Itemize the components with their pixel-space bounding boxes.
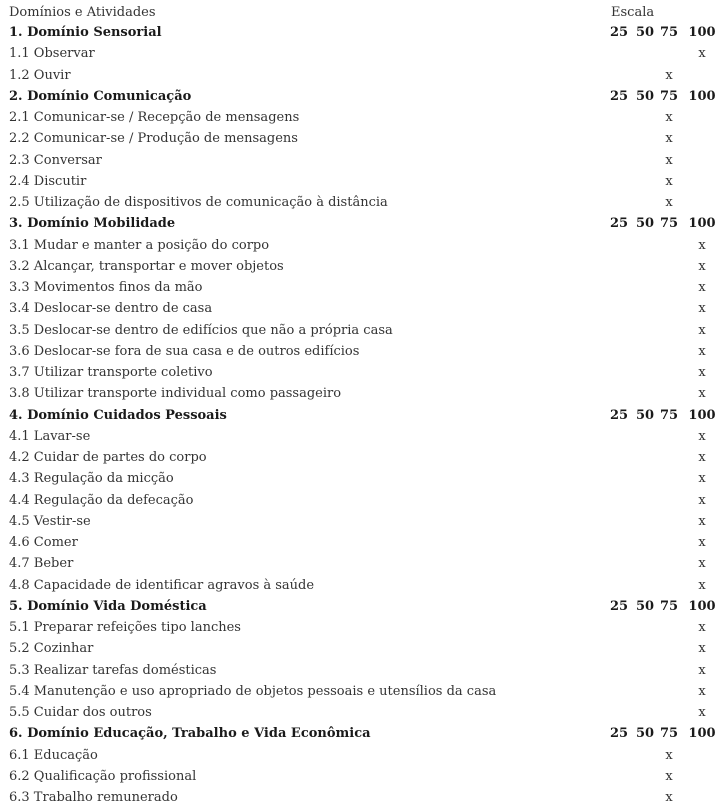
scale-column-label: 25 <box>609 25 629 40</box>
activity-label: 5.4 Manutenção e uso apropriado de objetos pessoais e utensílios da casa <box>9 683 497 699</box>
score-mark: x <box>665 110 673 125</box>
activity-label: 2.4 Discutir <box>9 173 87 189</box>
scale-column-label: 50 <box>635 88 655 104</box>
score-mark: x <box>698 301 706 317</box>
activity-row <box>9 235 721 256</box>
scale-column-label: 75 <box>659 216 679 232</box>
scale-column-label: 50 <box>635 216 655 232</box>
activity-label: 4.8 Capacidade de identificar agravos à saúde <box>9 577 315 593</box>
scale-column-label: 50 <box>635 726 655 742</box>
scale-column-label: 25 <box>609 88 629 104</box>
activity-row <box>9 702 721 723</box>
activity-row <box>9 341 721 362</box>
table-header-row <box>9 3 721 22</box>
activity-label: 6.3 Trabalho remunerado <box>9 790 178 805</box>
domain-title: 3. Domínio Mobilidade <box>9 216 176 232</box>
activity-row <box>9 745 721 766</box>
assessment-table <box>9 3 721 808</box>
score-mark: x <box>698 641 706 657</box>
activity-label: 6.2 Qualificação profissional <box>9 768 197 784</box>
scale-column-label: 100 <box>688 216 716 232</box>
score-mark: x <box>698 492 706 508</box>
domain-title: 1. Domínio Sensorial <box>9 25 162 40</box>
activity-label: 3.3 Movimentos finos da mão <box>9 280 203 295</box>
scale-column-label: 75 <box>659 88 679 104</box>
domain-header-row <box>9 723 721 744</box>
activity-row <box>9 511 721 532</box>
domain-header-row <box>9 22 721 43</box>
activity-label: 6.1 Educação <box>9 747 98 763</box>
score-mark: x <box>665 195 673 210</box>
activity-row <box>9 426 721 447</box>
activity-label: 3.8 Utilizar transporte individual como passageiro <box>9 386 342 402</box>
activity-label: 4.7 Beber <box>9 556 74 572</box>
score-mark: x <box>698 556 706 572</box>
score-mark: x <box>698 620 706 635</box>
activity-row <box>9 468 721 489</box>
activity-label: 3.5 Deslocar-se dentro de edifícios que não a própria casa <box>9 322 393 338</box>
activity-label: 4.6 Comer <box>9 535 78 550</box>
score-mark: x <box>698 450 706 465</box>
score-mark: x <box>698 258 706 274</box>
score-mark: x <box>698 343 706 359</box>
activity-label: 5.1 Preparar refeições tipo lanches <box>9 620 241 635</box>
scale-column-label: 50 <box>635 598 655 614</box>
scale-column-label: 75 <box>659 598 679 614</box>
activity-row <box>9 553 721 574</box>
activity-row <box>9 383 721 404</box>
activity-row <box>9 362 721 383</box>
activity-label: 5.5 Cuidar dos outros <box>9 705 152 720</box>
activity-row <box>9 638 721 659</box>
score-mark: x <box>698 428 706 444</box>
activity-label: 5.2 Cozinhar <box>9 641 94 657</box>
activity-row <box>9 171 721 192</box>
activity-label: 1.2 Ouvir <box>9 67 71 83</box>
domain-header-row <box>9 405 721 426</box>
activity-row <box>9 277 721 298</box>
domain-title: 2. Domínio Comunicação <box>9 88 192 104</box>
activity-row <box>9 65 721 86</box>
activity-label: 3.4 Deslocar-se dentro de casa <box>9 301 213 317</box>
activity-row <box>9 128 721 149</box>
score-mark: x <box>665 768 673 784</box>
activity-row <box>9 660 721 681</box>
activity-label: 4.4 Regulação da defecação <box>9 492 194 508</box>
scale-column-label: 100 <box>688 726 716 742</box>
score-mark: x <box>698 280 706 295</box>
activity-row <box>9 490 721 511</box>
scale-column-label: 75 <box>659 726 679 742</box>
scale-column-label: 100 <box>688 25 716 40</box>
score-mark: x <box>698 46 706 62</box>
domain-header-row <box>9 213 721 234</box>
domain-header-row <box>9 86 721 107</box>
score-mark: x <box>698 365 706 380</box>
activity-label: 4.2 Cuidar de partes do corpo <box>9 450 207 465</box>
score-mark: x <box>698 513 706 529</box>
activity-label: 4.1 Lavar-se <box>9 428 91 444</box>
score-mark: x <box>698 535 706 550</box>
domain-header-row <box>9 596 721 617</box>
header-scale: Escala <box>611 5 655 20</box>
activity-row <box>9 43 721 64</box>
score-mark: x <box>665 747 673 763</box>
activity-row <box>9 192 721 213</box>
score-mark: x <box>698 386 706 402</box>
scale-column-label: 50 <box>635 407 655 423</box>
score-mark: x <box>698 683 706 699</box>
activity-row <box>9 298 721 319</box>
score-mark: x <box>698 705 706 720</box>
activity-label: 3.2 Alcançar, transportar e mover objetos <box>9 258 284 274</box>
activity-label: 3.6 Deslocar-se fora de sua casa e de outros edifícios <box>9 343 360 359</box>
scale-column-label: 25 <box>609 216 629 232</box>
activity-label: 2.3 Conversar <box>9 152 102 168</box>
score-mark: x <box>665 67 673 83</box>
score-mark: x <box>665 152 673 168</box>
scale-column-label: 100 <box>688 88 716 104</box>
score-mark: x <box>665 131 673 147</box>
activity-label: 5.3 Realizar tarefas domésticas <box>9 662 217 678</box>
score-mark: x <box>665 790 673 805</box>
activity-label: 1.1 Observar <box>9 46 95 62</box>
score-mark: x <box>698 662 706 678</box>
scale-column-label: 75 <box>659 25 679 40</box>
score-mark: x <box>698 237 706 253</box>
activity-row <box>9 617 721 638</box>
score-mark: x <box>698 471 706 487</box>
activity-row <box>9 256 721 277</box>
score-mark: x <box>698 322 706 338</box>
activity-row <box>9 447 721 468</box>
activity-row <box>9 787 721 808</box>
activity-label: 2.2 Comunicar-se / Produção de mensagens <box>9 131 298 147</box>
activity-row <box>9 766 721 787</box>
activity-row <box>9 107 721 128</box>
header-label: Domínios e Atividades <box>9 5 156 20</box>
activity-row <box>9 532 721 553</box>
scale-column-label: 50 <box>635 25 655 40</box>
score-mark: x <box>665 173 673 189</box>
activity-row <box>9 320 721 341</box>
scale-column-label: 100 <box>688 598 716 614</box>
scale-column-label: 25 <box>609 726 629 742</box>
scale-column-label: 25 <box>609 407 629 423</box>
activity-label: 2.1 Comunicar-se / Recepção de mensagens <box>9 110 300 125</box>
table-body <box>9 22 721 808</box>
scale-column-label: 75 <box>659 407 679 423</box>
scale-column-label: 25 <box>609 598 629 614</box>
domain-title: 4. Domínio Cuidados Pessoais <box>9 407 227 423</box>
activity-label: 3.7 Utilizar transporte coletivo <box>9 365 213 380</box>
activity-label: 4.3 Regulação da micção <box>9 471 174 487</box>
activity-label: 2.5 Utilização de dispositivos de comunicação à distância <box>9 195 388 210</box>
activity-label: 3.1 Mudar e manter a posição do corpo <box>9 237 270 253</box>
domain-title: 6. Domínio Educação, Trabalho e Vida Econômica <box>9 726 371 742</box>
domain-title: 5. Domínio Vida Doméstica <box>9 598 207 614</box>
score-mark: x <box>698 577 706 593</box>
activity-row <box>9 150 721 171</box>
activity-row <box>9 575 721 596</box>
activity-label: 4.5 Vestir-se <box>9 513 91 529</box>
activity-row <box>9 681 721 702</box>
scale-column-label: 100 <box>688 407 716 423</box>
